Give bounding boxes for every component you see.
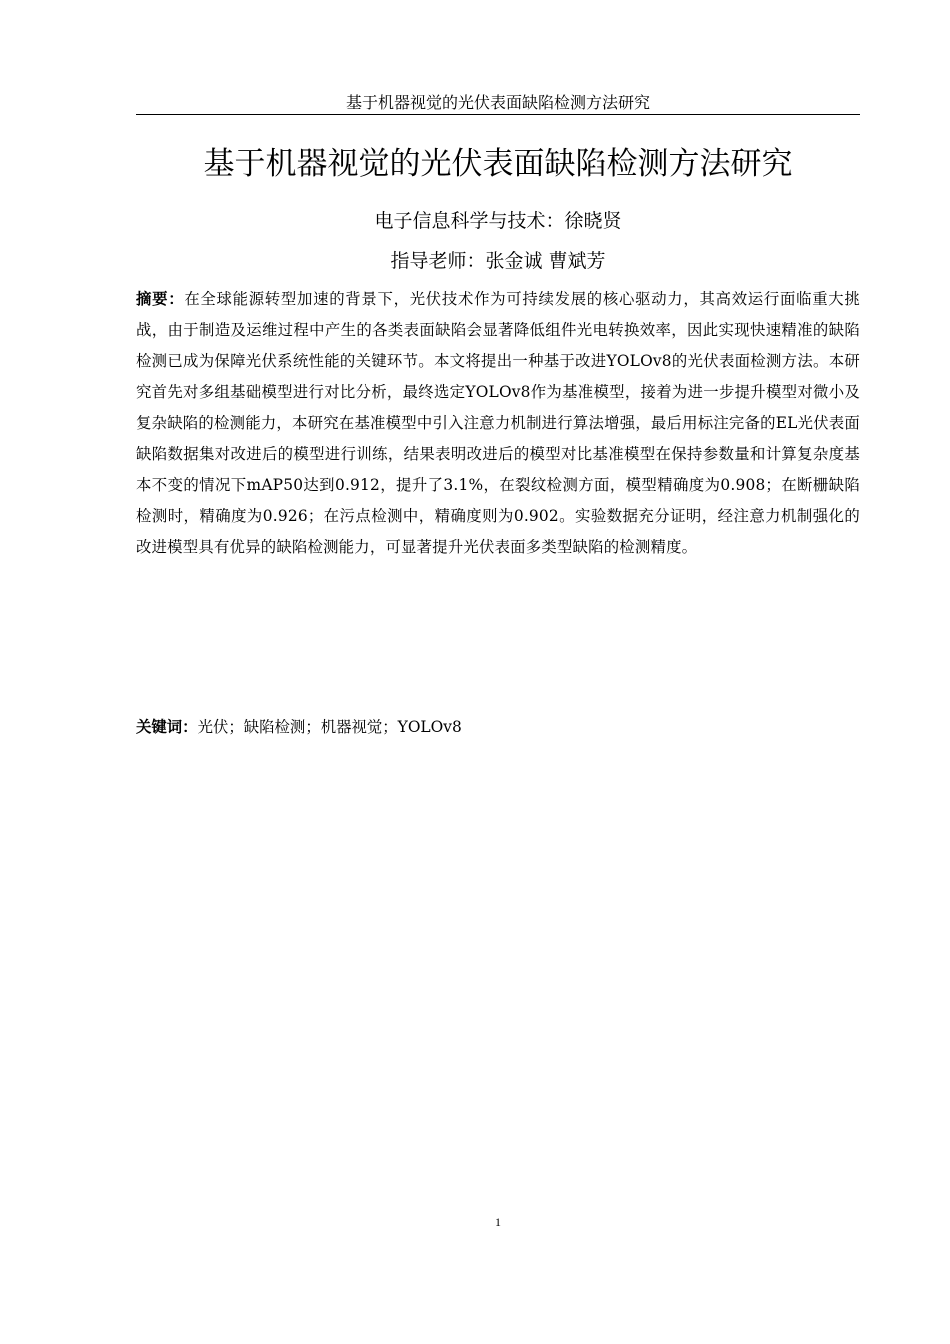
author-line: 电子信息科学与技术：徐晓贤 bbox=[374, 210, 622, 232]
keywords-text: 光伏；缺陷检测；机器视觉；YOLOv8 bbox=[197, 718, 462, 736]
paper-title: 基于机器视觉的光伏表面缺陷检测方法研究 bbox=[203, 146, 793, 182]
abstract-label: 摘要： bbox=[136, 290, 185, 308]
running-header: 基于机器视觉的光伏表面缺陷检测方法研究 bbox=[345, 93, 650, 112]
keywords-paragraph bbox=[136, 712, 860, 743]
advisor-line: 指导老师：张金诚 曹斌芳 bbox=[390, 250, 606, 272]
header-rule bbox=[136, 114, 860, 115]
keywords-label: 关键词： bbox=[136, 718, 198, 736]
page-number: 1 bbox=[495, 1215, 501, 1229]
abstract-text: 在全球能源转型加速的背景下，光伏技术作为可持续发展的核心驱动力，其高效运行面临重大挑战，由于制造及运维过程中产生的各类表面缺陷会显著降低组件光电转换效率，因此实现快速精准的缺陷检测已成为保障光伏系统性能的关键环节。本文将提出一种基于改进YOLOv8的光伏表面检测方法。本研究首先对多组基础模型进行对比分析，最终选定YOLOv8作为基准模型，接着为进一步提升模型对微小及复杂缺陷的检测能力，本研究在基准模型中引入注意力机制进行算法增强，最后用标注完备的EL光伏表面缺陷数据集对改进后的模型进行训练，结果表明改进后的模型对比基准模型在保持参数量和计算复杂度基本不变的情况下mAP50达到0.912，提升了3.1%，在裂纹检测方面，模型精确度为0.908；在断栅缺陷检测时，精确度为0.926；在污点检测中，精确度则为0.902。实验数据充分证明，经注意力机制强化的改进模型具有优异的缺陷检测能力，可显著提升光伏表面多类型缺陷的检测精度。 bbox=[136, 290, 860, 556]
abstract-paragraph bbox=[136, 284, 860, 563]
